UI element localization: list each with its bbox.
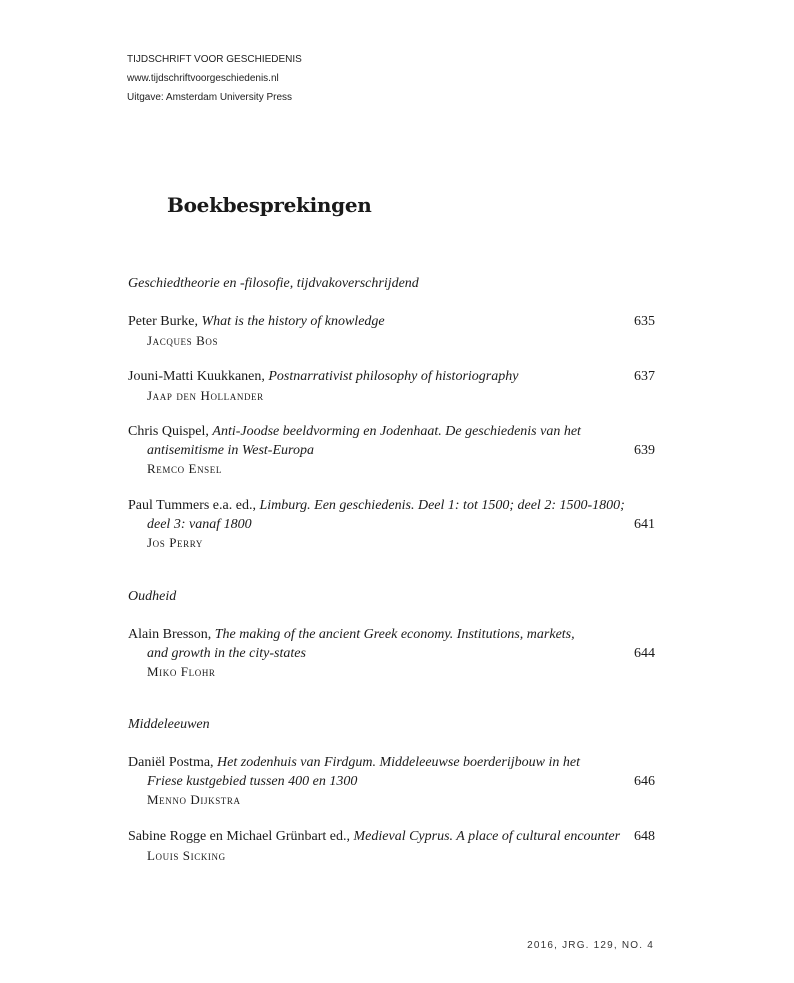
entry-line [128,516,655,535]
book-author: Alain Bresson, [128,627,215,642]
reviewer-name: Remco Ensel [147,461,222,476]
book-author: Chris Quispel, [128,424,213,439]
section-heading: Geschiedtheorie en -filosofie, tijdvakoverschrijdend [128,276,419,291]
journal-name: TIJDSCHRIFT VOOR GESCHIEDENIS [127,54,302,65]
entry-line [128,423,655,442]
review-entry [128,754,655,810]
book-author: Paul Tummers e.a. ed., [128,498,260,513]
book-title: Limburg. Een geschiedenis. Deel 1: tot 1500; deel 2: 1500-1800; [259,498,625,513]
entry-line [128,645,655,664]
issue-footer: 2016, JRG. 129, NO. 4 [527,940,654,951]
book-title: The making of the ancient Greek economy. Institutions, markets, [214,627,575,642]
book-author: Sabine Rogge en Michael Grünbart ed., [128,829,354,844]
book-author: Jouni-Matti Kuukkanen, [128,369,269,384]
book-title: Postnarrativist philosophy of historiography [268,369,519,384]
page-number: 635 [634,314,655,329]
section-heading: Oudheid [128,589,177,604]
book-author: Peter Burke, [128,314,202,329]
reviewer-name: Louis Sicking [147,847,226,863]
reviewer-name: Jacques Bos [147,332,219,348]
page-number: 646 [634,773,655,789]
book-title-continued: and growth in the city-states [147,645,306,661]
page-number: 644 [634,645,655,661]
reviewer-name: Menno Dijkstra [147,792,241,807]
review-entry [128,626,655,682]
page-number: 648 [634,829,655,844]
book-title-continued: Friese kustgebied tussen 400 en 1300 [147,773,358,789]
review-entry [128,423,655,479]
reviewer-name: Jos Perry [147,535,203,550]
page-title: Boekbesprekingen [167,193,372,217]
review-entry [128,497,655,553]
book-title-continued: antisemitisme in West-Europa [147,442,314,458]
journal-url: www.tijdschriftvoorgeschiedenis.nl [127,73,279,84]
book-title-continued: deel 3: vanaf 1800 [147,516,252,532]
entry-line [128,497,655,516]
entry-line [128,773,655,792]
entry-line [128,313,655,332]
journal-header [127,50,302,107]
page-number: 639 [634,442,655,458]
section-heading: Middeleeuwen [128,717,210,732]
review-entry [128,313,655,350]
book-title: Het zodenhuis van Firdgum. Middeleeuwse boerderijbouw in het [217,755,580,770]
review-entry [128,368,655,405]
entry-line [128,626,655,645]
book-author: Daniël Postma, [128,755,218,770]
reviewer-name: Miko Flohr [147,664,216,679]
book-title: Anti-Joodse beeldvorming en Jodenhaat. De geschiedenis van het [212,424,581,439]
review-entry [128,828,655,865]
page-number: 641 [634,516,655,532]
page-number: 637 [634,369,655,384]
book-title: What is the history of knowledge [201,314,385,329]
entry-line [128,754,655,773]
entry-line [128,442,655,461]
entry-line [128,828,655,847]
book-title: Medieval Cyprus. A place of cultural encounter [353,829,621,844]
journal-publisher: Uitgave: Amsterdam University Press [127,92,293,103]
reviewer-name: Jaap den Hollander [147,387,264,403]
entry-line [128,368,655,387]
